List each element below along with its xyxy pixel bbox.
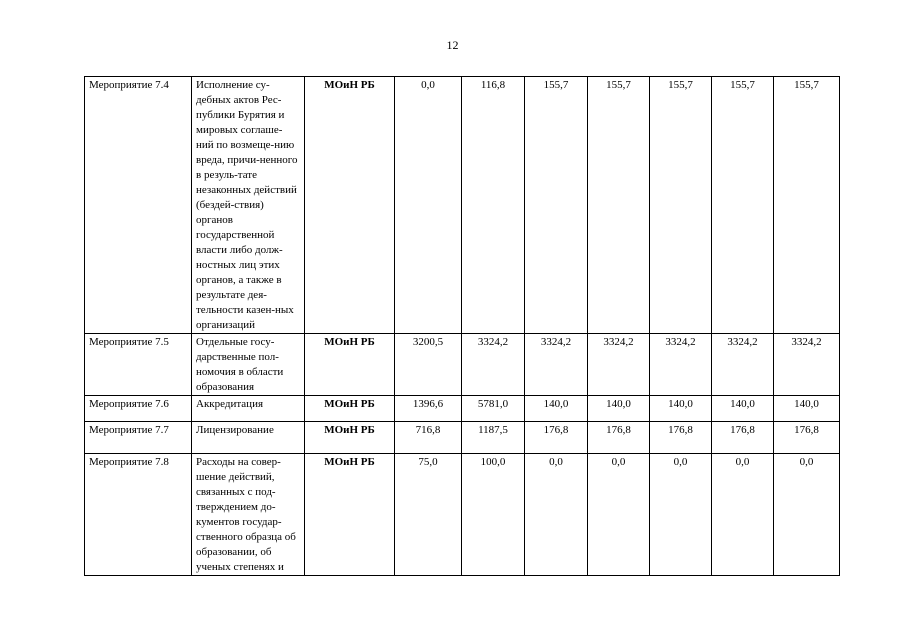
executor-cell: МОиН РБ: [305, 454, 395, 576]
table-row: [85, 454, 840, 576]
event-cell: Мероприятие 7.6: [85, 396, 192, 422]
event-name-cell: Расходы на совер-шение действий, связанных с под-тверждением до-кументов государ-ственного образца об образовании, об ученых степенях и: [192, 454, 305, 576]
value-cell: 3324,2: [712, 334, 774, 396]
value-cell: 100,0: [462, 454, 525, 576]
event-cell: Мероприятие 7.8: [85, 454, 192, 576]
value-cell: 176,8: [650, 422, 712, 454]
value-cell: 176,8: [588, 422, 650, 454]
value-cell: 0,0: [525, 454, 588, 576]
value-cell: 155,7: [588, 77, 650, 334]
executor-cell: МОиН РБ: [305, 396, 395, 422]
value-cell: 140,0: [712, 396, 774, 422]
executor-cell: МОиН РБ: [305, 77, 395, 334]
event-name-cell: Аккредитация: [192, 396, 305, 422]
value-cell: 3324,2: [774, 334, 840, 396]
table-row: [85, 334, 840, 396]
value-cell: 3200,5: [395, 334, 462, 396]
table-row: [85, 77, 840, 334]
value-cell: 3324,2: [588, 334, 650, 396]
event-name-cell: Исполнение су-дебных актов Рес-публики Бурятия и мировых соглаше-ний по возмеще-нию вреда, причи-ненного в резуль-тате незаконных действий (бездей-ствия) органов государственной власти либо долж-ностных лиц этих органов, а также в результате дея-тельности казен-ных организаций: [192, 77, 305, 334]
value-cell: 0,0: [588, 454, 650, 576]
value-cell: 140,0: [525, 396, 588, 422]
event-cell: Мероприятие 7.4: [85, 77, 192, 334]
value-cell: 140,0: [650, 396, 712, 422]
value-cell: 0,0: [650, 454, 712, 576]
event-cell: Мероприятие 7.5: [85, 334, 192, 396]
value-cell: 75,0: [395, 454, 462, 576]
value-cell: 155,7: [712, 77, 774, 334]
value-cell: 176,8: [712, 422, 774, 454]
table-row: [85, 422, 840, 454]
value-cell: 1187,5: [462, 422, 525, 454]
executor-cell: МОиН РБ: [305, 334, 395, 396]
value-cell: 176,8: [525, 422, 588, 454]
value-cell: 3324,2: [525, 334, 588, 396]
value-cell: 3324,2: [650, 334, 712, 396]
value-cell: 0,0: [774, 454, 840, 576]
value-cell: 176,8: [774, 422, 840, 454]
table-row: [85, 396, 840, 422]
executor-cell: МОиН РБ: [305, 422, 395, 454]
value-cell: 0,0: [712, 454, 774, 576]
page-number: 12: [446, 38, 459, 52]
value-cell: 155,7: [650, 77, 712, 334]
event-name-cell: Отдельные госу-дарственные пол-номочия в области образования: [192, 334, 305, 396]
value-cell: 155,7: [774, 77, 840, 334]
value-cell: 140,0: [774, 396, 840, 422]
value-cell: 3324,2: [462, 334, 525, 396]
value-cell: 716,8: [395, 422, 462, 454]
value-cell: 140,0: [588, 396, 650, 422]
value-cell: 0,0: [395, 77, 462, 334]
event-name-cell: Лицензирование: [192, 422, 305, 454]
value-cell: 5781,0: [462, 396, 525, 422]
event-cell: Мероприятие 7.7: [85, 422, 192, 454]
value-cell: 155,7: [525, 77, 588, 334]
value-cell: 116,8: [462, 77, 525, 334]
budget-table: [84, 76, 840, 576]
value-cell: 1396,6: [395, 396, 462, 422]
